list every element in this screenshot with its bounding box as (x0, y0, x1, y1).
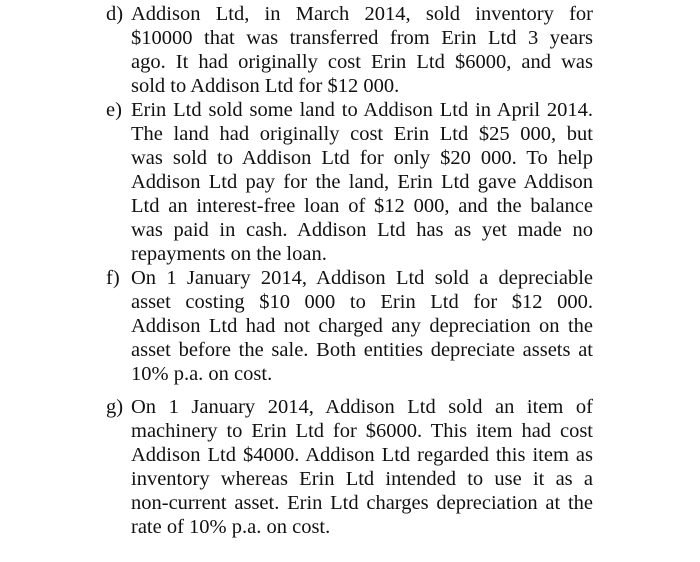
text-line: Erin Ltd sold some land to Addison Ltd in April 2014. (131, 99, 593, 121)
text-line: asset costing $10 000 to Erin Ltd for $12 000. (131, 291, 593, 313)
text-line: asset before the sale. Both entities depreciate assets at (131, 339, 593, 361)
text-line: On 1 January 2014, Addison Ltd sold a depreciable (131, 267, 593, 289)
text-line: ago. It had originally cost Erin Ltd $6000, and was (131, 51, 593, 73)
item-label: e) (106, 99, 122, 121)
text-line: was sold to Addison Ltd for only $20 000. To help (131, 147, 593, 169)
text-line: inventory whereas Erin Ltd intended to use it as a (131, 468, 593, 490)
text-line: was paid in cash. Addison Ltd has as yet made no (131, 219, 593, 241)
text-line: The land had originally cost Erin Ltd $25 000, but (131, 123, 593, 145)
text-line: 10% p.a. on cost. (131, 363, 273, 385)
text-line: machinery to Erin Ltd for $6000. This item had cost (131, 420, 593, 442)
text-line: Addison Ltd pay for the land, Erin Ltd gave Addison (131, 171, 593, 193)
text-line: rate of 10% p.a. on cost. (131, 516, 331, 538)
text-line: Addison Ltd had not charged any depreciation on the (131, 315, 593, 337)
text-line: non-current asset. Erin Ltd charges depreciation at the (131, 492, 593, 514)
item-label: d) (106, 3, 124, 25)
item-label: g) (106, 396, 124, 418)
item-label: f) (106, 267, 120, 289)
text-line: Addison Ltd, in March 2014, sold inventory for (131, 3, 593, 25)
text-line: $10000 that was transferred from Erin Ltd 3 years (131, 27, 593, 49)
text-line: On 1 January 2014, Addison Ltd sold an item of (131, 396, 593, 418)
text-line: repayments on the loan. (131, 243, 327, 265)
text-line: Ltd an interest-free loan of $12 000, and the balance (131, 195, 593, 217)
text-line: Addison Ltd $4000. Addison Ltd regarded this item as (131, 444, 593, 466)
text-line: sold to Addison Ltd for $12 000. (131, 75, 400, 97)
